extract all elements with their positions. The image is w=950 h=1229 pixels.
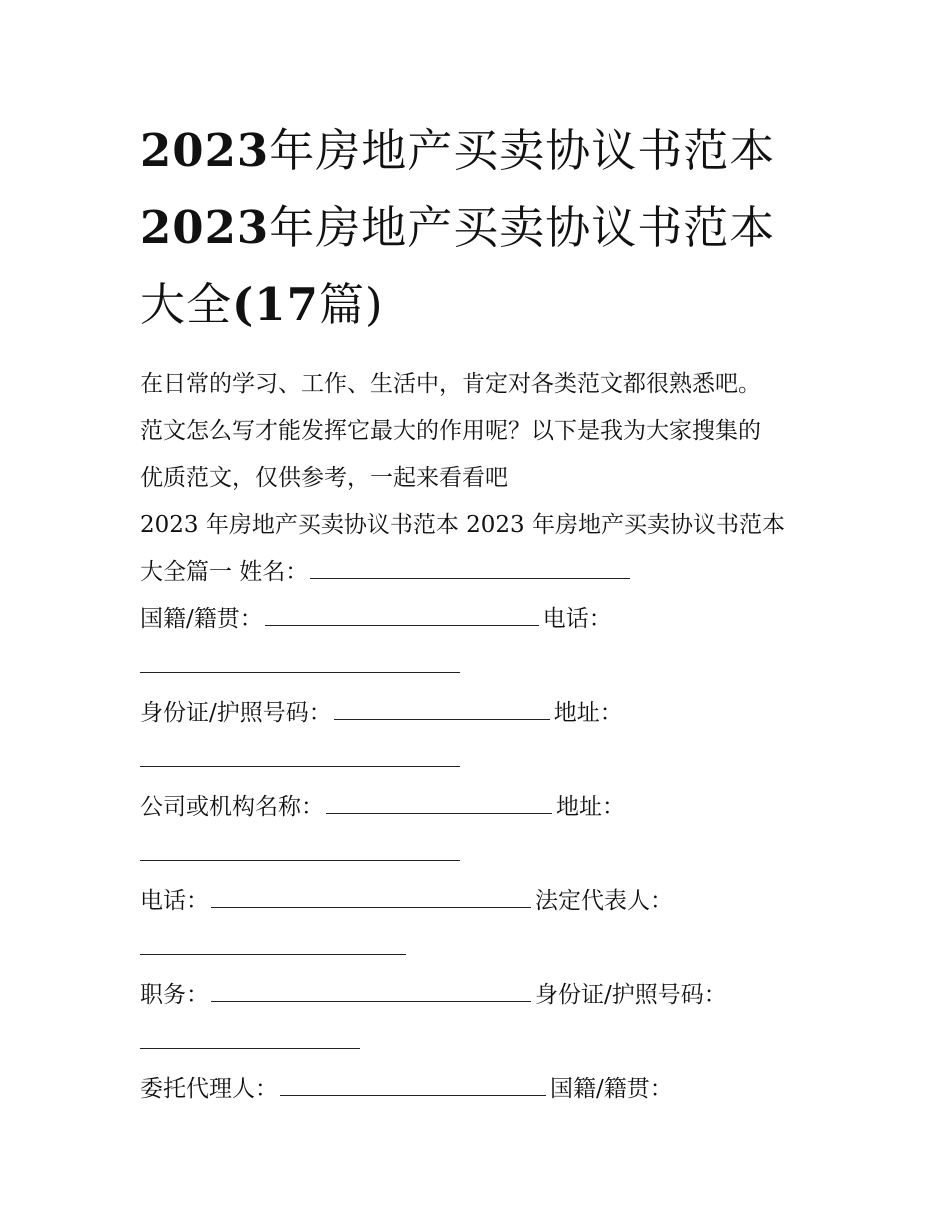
address-label-2: 地址： [556,794,625,820]
company-phone-label: 电话： [140,888,209,914]
section-heading: 2023 年房地产买卖协议书范本 2023 年房地产买卖协议书范本 [140,512,785,538]
form-row-address-blank-2 [140,831,830,878]
company-label: 公司或机构名称： [140,794,324,820]
title-line-3 [140,266,830,343]
legal-rep-blank[interactable] [140,929,406,955]
document-page [140,112,830,1113]
legal-rep-label: 法定代表人： [535,888,673,914]
form-row-address-blank-1 [140,737,830,784]
nationality-label: 国籍/籍贯： [140,606,263,632]
form-row-nationality [140,596,830,643]
agent-nationality-label: 国籍/籍贯： [550,1076,673,1102]
title-text-3b: 篇) [318,278,384,331]
form-row-rep-id-blank [140,1019,830,1066]
intro-paragraph [140,361,830,502]
rep-id-label: 身份证/护照号码： [535,982,727,1008]
rep-id-blank[interactable] [140,1023,360,1049]
document-title [140,112,830,343]
intro-line-1: 在日常的学习、工作、生活中，肯定对各类范文都很熟悉吧。 [140,371,761,397]
company-blank[interactable] [326,788,552,814]
name-blank[interactable] [310,553,630,579]
form-row-phone-blank [140,643,830,690]
title-text-2: 年房地产买卖协议书范本 [269,201,776,254]
form-row-position [140,972,830,1019]
position-label: 职务： [140,982,209,1008]
nationality-blank[interactable] [265,600,539,626]
id-blank[interactable] [334,694,550,720]
address-label-1: 地址： [553,700,623,726]
form-row-agent [140,1066,830,1113]
title-text-3a: 大全 [140,278,233,331]
party-form [140,502,830,1113]
company-phone-blank[interactable] [211,882,531,908]
form-row-company [140,784,830,831]
title-line-2 [140,189,830,266]
agent-blank[interactable] [280,1070,546,1096]
name-label: 大全篇一 姓名： [140,559,309,585]
title-year-2: 2023 [140,201,270,254]
address-blank-1[interactable] [140,741,460,767]
title-text-1: 年房地产买卖协议书范本 [269,124,776,177]
position-blank[interactable] [211,976,531,1002]
id-label: 身份证/护照号码： [140,700,332,726]
intro-line-3: 优质范文，仅供参考，一起来看看吧 [140,465,508,491]
title-line-1 [140,112,830,189]
phone-label: 电话： [542,606,612,632]
address-blank-2[interactable] [140,835,460,861]
form-row-id [140,690,830,737]
phone-blank[interactable] [140,647,460,673]
title-count: (17 [232,278,319,331]
intro-line-2: 范文怎么写才能发挥它最大的作用呢？以下是我为大家搜集的 [140,418,761,444]
form-row-name [140,549,830,596]
title-year-1: 2023 [140,124,270,177]
form-row-legal-rep-blank [140,925,830,972]
form-row-company-phone [140,878,830,925]
agent-label: 委托代理人： [140,1076,278,1102]
